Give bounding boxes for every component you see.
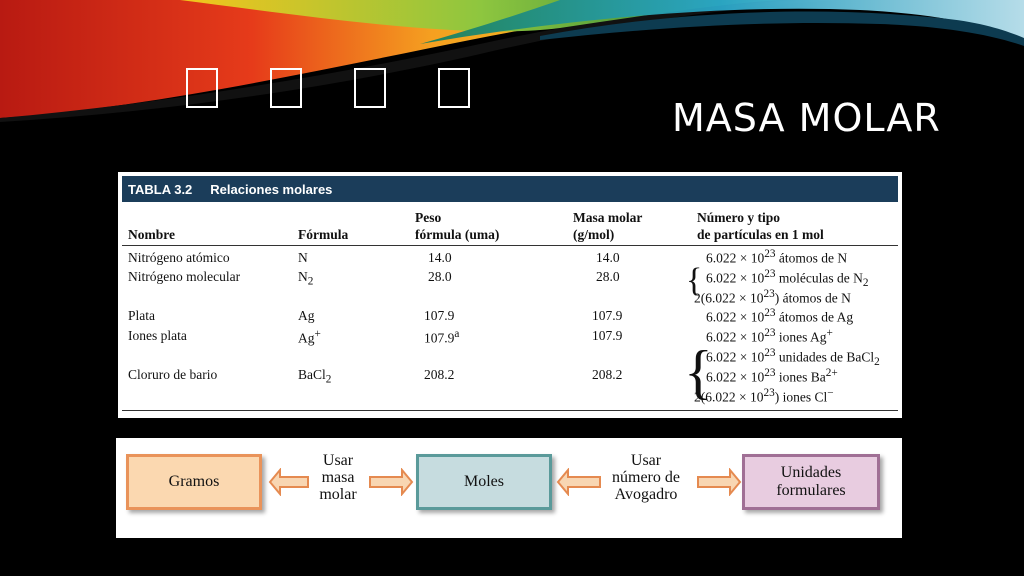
row-name: Iones plata bbox=[128, 328, 187, 343]
row-formula: N bbox=[298, 250, 308, 265]
double-arrow-icon bbox=[268, 468, 316, 496]
brace-barium: { bbox=[684, 339, 713, 405]
missing-glyph-icon bbox=[438, 68, 470, 108]
table-caption-title: Relaciones molares bbox=[210, 181, 333, 197]
row-formula: $N_2$ bbox=[298, 269, 314, 288]
arrow-left-icon bbox=[556, 468, 604, 496]
particle-line: $6.022 \times 10^{23}$ moléculas de $N_2$ bbox=[706, 268, 869, 290]
row-molar-mass: 107.9 bbox=[592, 328, 623, 343]
particle-line: $6.022 \times 10^{23}$ átomos de N bbox=[706, 248, 848, 266]
particle-line: $6.022 \times 10^{23}$ unidades de BaCl$_2$ bbox=[706, 347, 880, 369]
arrow-right-icon bbox=[694, 468, 742, 496]
header-formula: Fórmula bbox=[298, 227, 349, 242]
row-name: Cloruro de bario bbox=[128, 367, 218, 382]
row-formula: BaCl$_2$ bbox=[298, 367, 332, 386]
use-avogadro-label: Usar número de Avogadro bbox=[612, 452, 680, 503]
conversion-flow-diagram bbox=[116, 438, 902, 538]
row-molar-mass: 107.9 bbox=[592, 308, 623, 323]
row-weight: 107.9$^a$ bbox=[424, 328, 460, 346]
row-molar-mass: 28.0 bbox=[596, 269, 620, 284]
row-weight: 107.9 bbox=[424, 308, 455, 323]
particle-line: $2(6.022 \times 10^{23})$ átomos de N bbox=[694, 288, 851, 306]
missing-glyph-row bbox=[186, 68, 470, 108]
row-molar-mass: 208.2 bbox=[592, 367, 623, 382]
use-molar-mass-label: Usar masa molar bbox=[319, 452, 357, 503]
header-molar-mass: Masa molar (g/mol) bbox=[573, 210, 643, 242]
header-particles: Número y tipo de partículas en 1 mol bbox=[697, 210, 824, 242]
molar-relations-table bbox=[118, 172, 902, 418]
grams-box: Gramos bbox=[126, 454, 262, 510]
table-header-rule bbox=[122, 245, 898, 246]
row-weight: 28.0 bbox=[428, 269, 452, 284]
row-formula: Ag bbox=[298, 308, 315, 323]
row-molar-mass: 14.0 bbox=[596, 250, 620, 265]
moles-box: Moles bbox=[416, 454, 552, 510]
particle-line: $6.022 \times 10^{23}$ iones $Ba^{2+}$ bbox=[706, 367, 838, 385]
particle-line: $6.022 \times 10^{23}$ átomos de Ag bbox=[706, 307, 854, 325]
brace-nitrogen: { bbox=[686, 262, 703, 299]
row-weight: 208.2 bbox=[424, 367, 455, 382]
missing-glyph-icon bbox=[270, 68, 302, 108]
row-name: Nitrógeno molecular bbox=[128, 269, 241, 284]
table-bottom-rule bbox=[122, 410, 898, 411]
header-weight: Peso fórmula (uma) bbox=[415, 210, 500, 242]
particle-line: $6.022 \times 10^{23}$ iones Ag+ bbox=[706, 327, 833, 345]
formula-units-box: Unidades formulares bbox=[742, 454, 880, 510]
row-name: Plata bbox=[128, 308, 155, 323]
header-name: Nombre bbox=[128, 227, 175, 242]
row-weight: 14.0 bbox=[428, 250, 452, 265]
table-caption bbox=[122, 176, 898, 202]
table-caption-number: TABLA 3.2 bbox=[128, 181, 193, 197]
slide-title: MASA MOLAR bbox=[672, 96, 941, 140]
arrow-right-icon bbox=[366, 468, 414, 496]
row-formula: Ag+ bbox=[298, 328, 321, 346]
missing-glyph-icon bbox=[354, 68, 386, 108]
missing-glyph-icon bbox=[186, 68, 218, 108]
particle-line: $2(6.022 \times 10^{23})$ iones Cl− bbox=[694, 387, 834, 405]
row-name: Nitrógeno atómico bbox=[128, 250, 230, 265]
